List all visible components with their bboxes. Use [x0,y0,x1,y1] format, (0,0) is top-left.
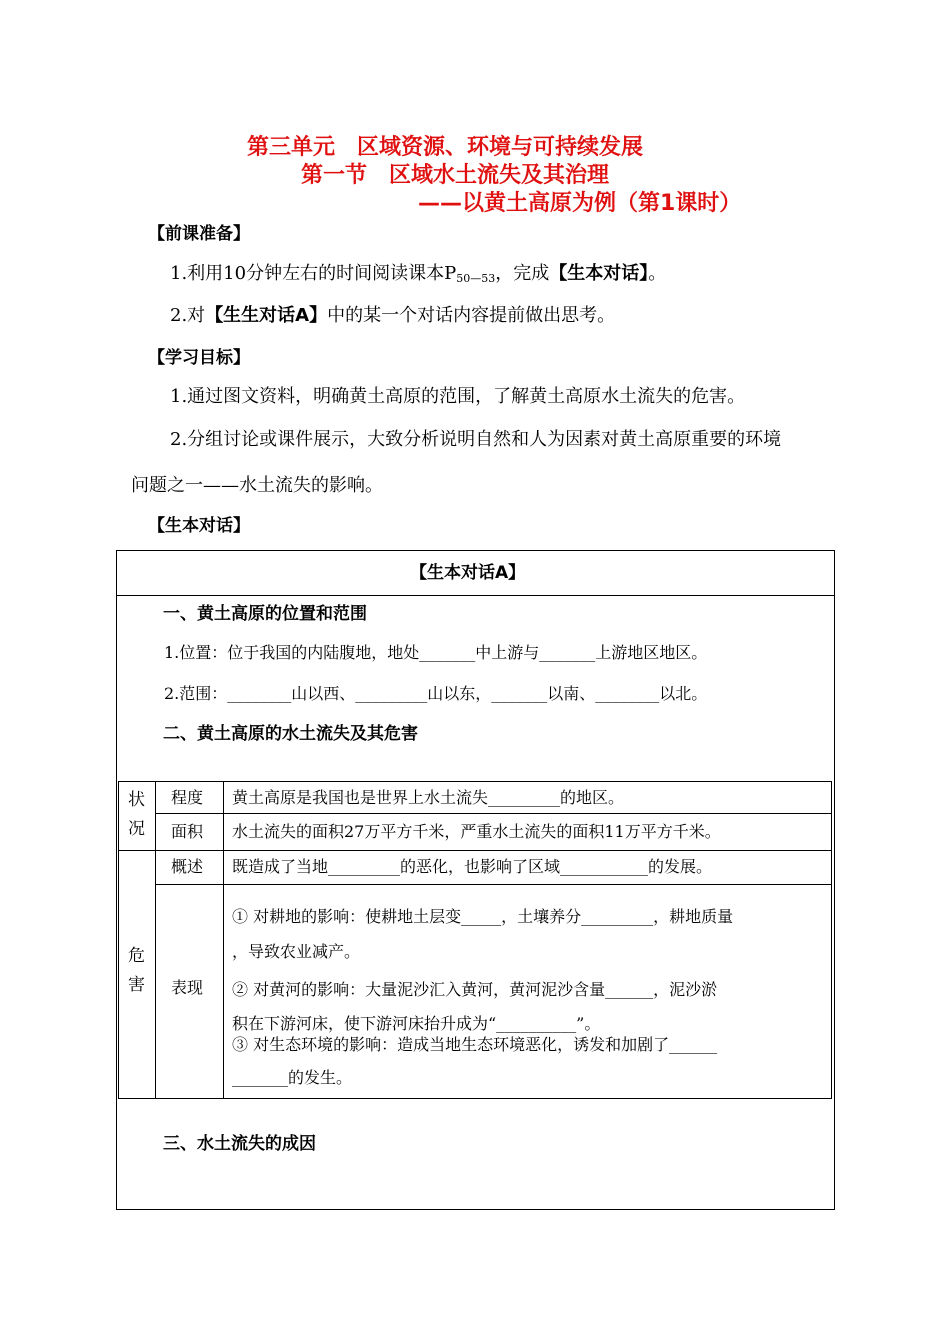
degree-text: 黄土高原是我国也是世界上水土流失_________的地区。 [232,788,625,807]
degree-label: 程度 [171,788,204,807]
sec2-title: 二、黄土高原的水土流失及其危害 [163,724,418,744]
table-border-left [118,781,119,1099]
prep-item-2-bold: 【生生对话A】 [205,305,328,326]
show-line-1: ① 对耕地的影响：使耕地土层变_____，土壤养分_________，耕地质量 [232,907,734,926]
sec1-item-1: 1.位置：位于我国的内陆腹地，地处_______中上游与_______上游地区地区。 [164,643,708,662]
table-border-top [118,781,831,782]
overview-text: 既造成了当地_________的恶化，也影响了区域___________的发展。 [232,857,713,876]
prep-item-1 [170,262,666,291]
prep-item-1-bold: 【生本对话】 [549,263,649,284]
dialog-heading: 【生本对话】 [148,516,250,536]
harm-label: 危害 [128,946,145,995]
prep-item-1-end: 。 [648,263,667,284]
box-header-divider [116,595,835,596]
prep-item-1-mid: ，完成 [495,263,550,284]
goal-item-2-line-2: 问题之一——水土流失的影响。 [131,475,383,496]
area-text: 水土流失的面积27万平方千米，严重水土流失的面积11万平方千米。 [232,822,721,841]
sec1-item-2: 2.范围：________山以西、_________山以东，_______以南、________以北。 [164,684,708,703]
prep-item-2-end: 中的某一个对话内容提前做出思考。 [327,305,616,326]
table-row-line-3 [155,884,831,885]
goals-heading: 【学习目标】 [148,348,250,368]
box-border-left [116,550,117,1210]
prep-item-2-pre: 2.对 [170,305,206,326]
table-border-bottom [118,1098,831,1099]
box-border-right [834,550,835,1210]
sec1-title: 一、黄土高原的位置和范围 [163,604,367,624]
show-label: 表现 [171,978,204,997]
prep-heading: 【前课准备】 [148,224,250,244]
table-row-line-1 [155,813,831,814]
show-line-3: ② 对黄河的影响：大量泥沙汇入黄河，黄河泥沙含量______，泥沙淤 [232,980,718,999]
page-range: 50—53 [456,272,496,285]
sec3-title: 三、水土流失的成因 [163,1134,316,1154]
prep-item-2 [170,304,615,328]
table-border-right [831,781,832,1099]
table-col-line-1 [155,781,156,1099]
goal-item-1: 1.通过图文资料，明确黄土高原的范围，了解黄土高原水土流失的危害。 [170,386,746,407]
table-col-line-2 [223,781,224,1099]
goal-item-2-line-1: 2.分组讨论或课件展示，大致分析说明自然和人为因素对黄土高原重要的环境 [170,429,782,450]
box-border-top [116,550,835,551]
section-title: 第一节 区域水土流失及其治理 [301,163,610,188]
box-border-bottom [116,1209,835,1210]
box-header: 【生本对话A】 [410,563,526,583]
prep-item-1-pre: 1.利用10分钟左右的时间阅读课本P [170,263,457,284]
table-row-line-2 [118,850,831,851]
area-label: 面积 [171,822,204,841]
unit-title: 第三单元 区域资源、环境与可持续发展 [247,135,644,160]
show-line-6: _______的发生。 [232,1068,353,1087]
show-line-5: ③ 对生态环境的影响：造成当地生态环境恶化，诱发和加剧了______ [232,1035,718,1054]
status-label: 状况 [128,790,145,839]
show-line-4: 积在下游河床，使下游河床抬升成为“__________”。 [232,1014,601,1033]
lesson-subtitle: ——以黄土高原为例（第1课时） [418,191,742,216]
overview-label: 概述 [171,857,204,876]
show-line-2: ，导致农业减产。 [232,942,361,961]
